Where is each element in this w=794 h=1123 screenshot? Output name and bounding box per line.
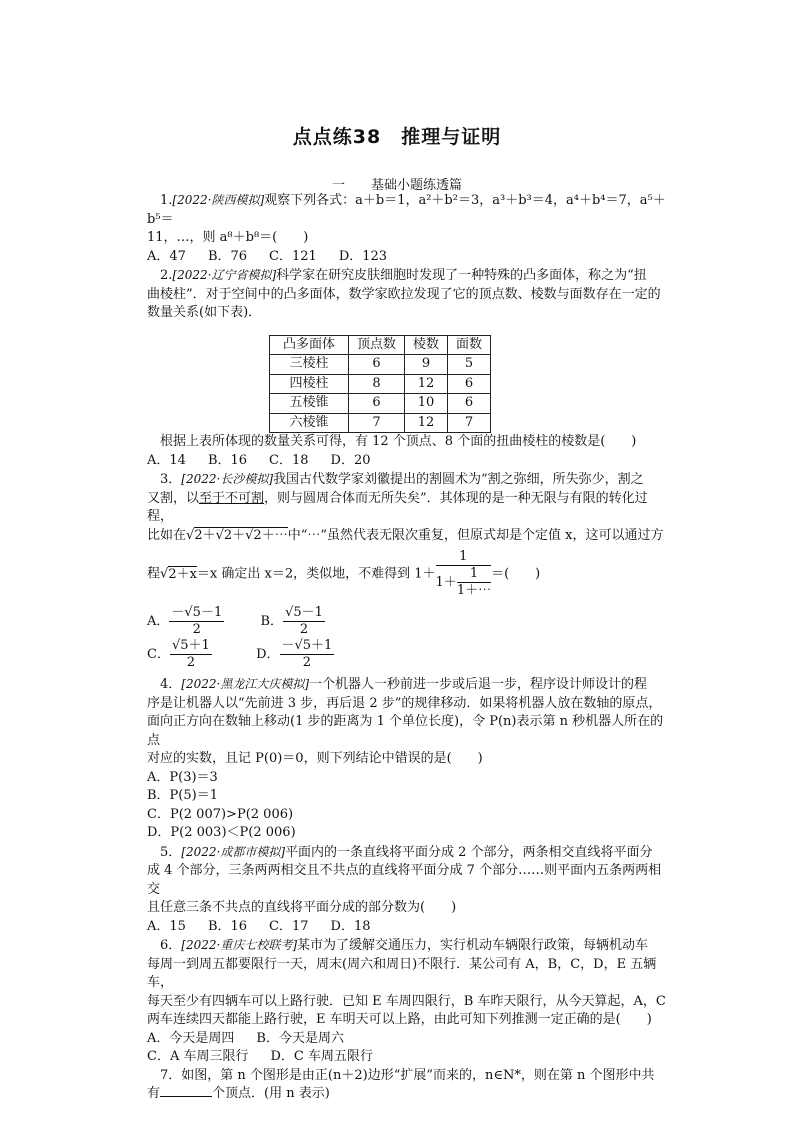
question-1: 1.[2022·陕西模拟]观察下列各式：a＋b＝1，a²＋b²＝3，a³＋b³＝4，a⁴＋b⁴＝7，a⁵＋b⁵＝ 11，…，则 a⁸＋b⁸＝( ) A．47 B．76 C．121 D．123 [147,191,667,266]
table-row [270,355,491,375]
q3-stem-b1: 又割，以 [147,490,200,506]
table-cell: 12 [405,413,448,433]
section-number: 一 [331,178,345,193]
frac-num: √5＋1 [171,638,210,653]
q5-option-d[interactable]: D．18 [330,918,371,934]
q4-stem: 一个机器人一秒前进一步或后退一步，程序设计师设计的程 [309,677,648,692]
q6-stem-cont-3: 两车连续四天都能上路行驶，E 车明天可以上路，由此可知下列推测一定正确的是( ) [147,1012,652,1027]
q2-option-c[interactable]: C．18 [269,452,309,468]
q2-question: 根据上表所体现的数量关系可得，有 12 个顶点、8 个面的扭曲棱柱的棱数是( ) [160,434,637,449]
q5-stem-cont-2: 且任意三条不共点的直线将平面分成的部分数为( ) [147,900,457,915]
q3-stem-c2: 中“⋯”虽然代表无限次重复，但原式却是个定值 x，这可以通过方 [287,527,664,543]
table-cell: 四棱柱 [270,374,349,394]
q3-option-d-frac [280,638,335,671]
frac-num: －√5＋1 [281,638,333,653]
question-2: 2.[2022·辽宁省模拟]科学家在研究皮肤细胞时发现了一种特殊的凸多面体，称之为“扭 曲棱柱”．对于空间中的凸多面体，数学家欧拉发现了它的顶点数、棱数与面数存在一定的 数量关系(如下表)． 凸多面体 顶点数 棱数 面数 三棱柱 6 9 5 四棱柱 8 12 6 五棱锥 6 10 6 六棱锥 7 12 7 根据上表所体现的数量关系可得，有 12 个顶点、8 个面的扭曲棱柱的棱数是( ) A．14 B．16 C．18 D．20 [147,266,667,470]
q2-options [147,452,667,471]
table-cell: 三棱柱 [270,355,349,375]
q7-stem-b2: 个顶点．(用 n 表示) [212,1086,330,1101]
table-row [270,374,491,394]
table-header: 凸多面体 [270,335,349,355]
q1-source: [2022·陕西模拟] [172,193,265,207]
frac-den: 2 [299,622,309,637]
q3-option-d[interactable] [256,638,334,670]
q6-option-b[interactable]: B．今天是周六 [256,1030,344,1046]
table-cell: 8 [349,374,405,394]
q1-stem: 观察下列各式：a＋b＝1，a²＋b²＝3，a³＋b³＝4，a⁴＋b⁴＝7，a⁵＋b⁵＝ [147,193,666,227]
q3-option-b-frac [283,605,325,638]
q3-option-c-frac [170,638,212,671]
question-6: 6．[2022·重庆七校联考]某市为了缓解交通压力，实行机动车辆限行政策，每辆机动车 每周一到周五都要限行一天，周末(周六和周日)不限行．某公司有 A，B，C，D，E 五辆车， 每天至少有四辆车可以上路行驶．已知 E 车周四限行，B 车昨天限行，从今天算起，A，C 两车连续四天都能上路行驶，E 车明天可以上路，由此可知下列推测一定正确的是( ) A．今天是周四 B．今天是周六 C．A 车周三限行 D．C 车周五限行 [147,936,667,1067]
q4-stem-cont-3: 对应的实数，且记 P(0)＝0，则下列结论中错误的是( ) [147,751,483,766]
q3-option-a[interactable] [147,605,224,637]
q2-stem: 科学家在研究皮肤细胞时发现了一种特殊的凸多面体，称之为“扭 [276,268,647,283]
table-header: 面数 [448,335,491,355]
q5-stem-cont-1: 成 4 个部分，三条两两相交且不共点的直线将平面分成 7 个部分……则平面内五条两两相交 [147,863,662,897]
q6-option-c[interactable]: C．A 车周三限行 [147,1049,249,1064]
q4-stem-cont-2: 面向正方向在数轴上移动(1 步的距离为 1 个单位长度)，令 P(n)表示第 n 秒机器人所在的点 [147,714,664,748]
cf-numerator: 1 [436,549,492,566]
q3-option-b-label: B． [260,614,284,629]
table-cell: 10 [405,394,448,414]
q4-option-b[interactable]: B．P(5)＝1 [147,788,218,803]
table-cell: 7 [349,413,405,433]
polyhedron-table [269,335,491,434]
q1-option-c[interactable]: C．121 [269,248,317,264]
table-cell: 6 [448,374,491,394]
q1-option-d[interactable]: D．123 [338,248,388,264]
cf-denominator [436,566,492,599]
question-5: 5．[2022·成都市模拟]平面内的一条直线将平面分成 2 个部分，两条相交直线将平面分 成 4 个部分，三条两两相交且不共点的直线将平面分成 7 个部分……则平面内五条两两相交 且任意三条不共点的直线将平面分成的部分数为( ) A．15 B．16 C．17 D．18 [147,843,667,937]
q2-stem-cont-2: 数量关系(如下表)． [147,305,262,320]
table-row [270,394,491,414]
frac-den: 2 [302,655,312,670]
q3-nested-radical: 2＋√2＋√2＋⋯ [194,527,288,543]
q5-source: [2022·成都市模拟] [181,844,285,859]
q7-stem-b1: 有 [147,1086,161,1101]
q6-stem-cont-1: 每周一到周五都要限行一天，周末(周六和周日)不限行．某公司有 A，B，C，D，E 五辆车， [147,956,657,990]
table-cell: 6 [349,394,405,414]
q6-option-a[interactable]: A．今天是周四 [147,1030,235,1046]
q3-option-a-frac [169,605,224,638]
cf-inner-lead: 1＋ [435,575,457,590]
table-cell: 12 [405,374,448,394]
q3-options-row-1 [147,605,667,638]
q3-stem-d1: 程 [147,566,161,582]
frac-den: 2 [192,622,201,637]
q4-stem-cont-1: 序是让机器人以“先前进 3 步，再后退 2 步”的规律移动．如果将机器人放在数轴的原点， [147,695,662,711]
q5-option-b[interactable]: B．16 [207,918,248,934]
table-cell: 五棱锥 [270,394,349,414]
q7-stem: 如图，第 n 个图形是由正(n＋2)边形“扩展”而来的，n∈N*，则在第 n 个图形中共 [181,1067,655,1083]
q3-underlined: 至于不可割 [199,490,265,506]
page-title: 点点练38 推理与证明 [292,126,502,148]
q3-radical: 2＋x [168,566,197,582]
q6-options-row-2 [147,1048,667,1067]
q2-source: [2022·辽宁省模拟] [172,268,277,282]
q3-option-c[interactable] [147,638,212,670]
q3-stem: 我国古代数学家刘徽提出的割圆术为“割之弥细，所失弥少，割之 [273,472,644,487]
table-header: 顶点数 [349,335,405,355]
q6-options-row-1 [147,1030,667,1049]
q3-stem-d2: ＝x 确定出 x＝2，类似地，不难得到 1＋ [196,566,436,582]
q4-option-c[interactable]: C．P(2 007)>P(2 006) [147,806,294,822]
q5-option-a[interactable]: A．15 [147,918,186,934]
q3-stem-b2: ，则与圆周合体而无所失矣”．其体现的是一种无限与有限的转化过程， [147,490,648,524]
frac-num: √5－1 [285,605,323,620]
q4-source: [2022·黑龙江大庆模拟] [181,677,309,691]
q1-options [147,248,667,267]
q2-option-b[interactable]: B．16 [207,452,248,468]
table-cell: 9 [405,355,448,375]
q3-stem-c1: 比如在 [147,527,187,543]
q5-stem: 平面内的一条直线将平面分成 2 个部分，两条相交直线将平面分 [285,844,653,860]
question-3: 3．[2022·长沙模拟]我国古代数学家刘徽提出的割圆术为“割之弥细，所失弥少，割之 又割，以至于不可割，则与圆周合体而无所失矣”．其体现的是一种无限与有限的转化过程， 比如在√2＋√2＋√2＋⋯中“⋯”虽然代表无限次重复，但原式却是个定值 x，这可以通过方 程√2＋x＝x 确定出 x＝2，类似地，不难得到 1＋ 1 1＋ $\frac{1}{1+\cdots}$ ＝( ) A． $\frac{-√5-1}{2}$ B． $\frac{√5-1}{2}$ C． $\frac{√5+1}{2}$ D． $\frac{-√5+1}{2}$ [147,470,667,671]
frac-num: －√5－1 [171,605,223,620]
q4-option-a[interactable]: A．P(3)＝3 [147,769,218,785]
q3-option-c-label: C． [147,647,170,662]
table-row [270,413,491,433]
q1-option-b[interactable]: B．76 [207,248,248,264]
q5-option-c[interactable]: C．17 [269,918,309,934]
table-header: 棱数 [405,335,448,355]
q6-option-d[interactable]: D．C 车周五限行 [270,1049,373,1064]
q7-answer-blank[interactable] [160,1096,212,1097]
cf-inner-num: 1 [457,566,491,583]
q2-option-d[interactable]: D．20 [330,452,371,468]
frac-den: 2 [186,655,195,670]
table-header-row [270,335,491,355]
q6-source: [2022·重庆七校联考] [181,938,297,952]
q4-option-d[interactable]: D．P(2 003)＜P(2 006) [147,825,296,840]
q3-options-row-2 [147,638,667,671]
q2-stem-cont-1: 曲棱柱”．对于空间中的凸多面体，数学家欧拉发现了它的顶点数、棱数与面数存在一定的 [147,286,661,302]
table-cell: 6 [448,394,491,414]
table-cell: 六棱锥 [270,413,349,433]
section-name: 基础小题练透篇 [371,178,463,193]
q3-source: [2022·长沙模拟] [181,472,273,486]
q6-stem: 某市为了缓解交通压力，实行机动车辆限行政策，每辆机动车 [297,938,649,953]
q5-options [147,918,667,937]
cf-inner-den: 1＋⋯ [456,583,492,598]
q3-continued-fraction [436,549,492,599]
q3-option-a-label: A． [147,614,170,629]
q3-option-d-label: D． [256,647,280,662]
q3-stem-d3: ＝( ) [491,566,541,582]
q1-option-a[interactable]: A．47 [147,248,186,264]
table-cell: 5 [448,355,491,375]
q2-option-a[interactable]: A．14 [147,452,186,468]
table-cell: 6 [349,355,405,375]
q6-stem-cont-2: 每天至少有四辆车可以上路行驶．已知 E 车周四限行，B 车昨天限行，从今天算起，A，C [147,993,666,1009]
question-list [147,191,667,1104]
table-cell: 7 [448,413,491,433]
cf-inner-fraction [457,566,491,599]
q3-option-b[interactable] [260,605,325,637]
question-7: 7．如图，第 n 个图形是由正(n＋2)边形“扩展”而来的，n∈N*，则在第 n 个图形中共 有 个顶点．(用 n 表示) [147,1067,655,1101]
question-4: 4．[2022·黑龙江大庆模拟]一个机器人一秒前进一步或后退一步，程序设计师设计的程 序是让机器人以“先前进 3 步，再后退 2 步”的规律移动．如果将机器人放在数轴的原点， 面向正方向在数轴上移动(1 步的距离为 1 个单位长度)，令 P(n)表示第 n 秒机器人所在的点 对应的实数，且记 P(0)＝0，则下列结论中错误的是( ) A．P(3)＝3 B．P(5)＝1 C．P(2 007)>P(2 006) D．P(2 003)＜P(2 006) [147,675,667,843]
q1-stem-cont: 11，…，则 a⁸＋b⁸＝( ) [147,230,309,245]
